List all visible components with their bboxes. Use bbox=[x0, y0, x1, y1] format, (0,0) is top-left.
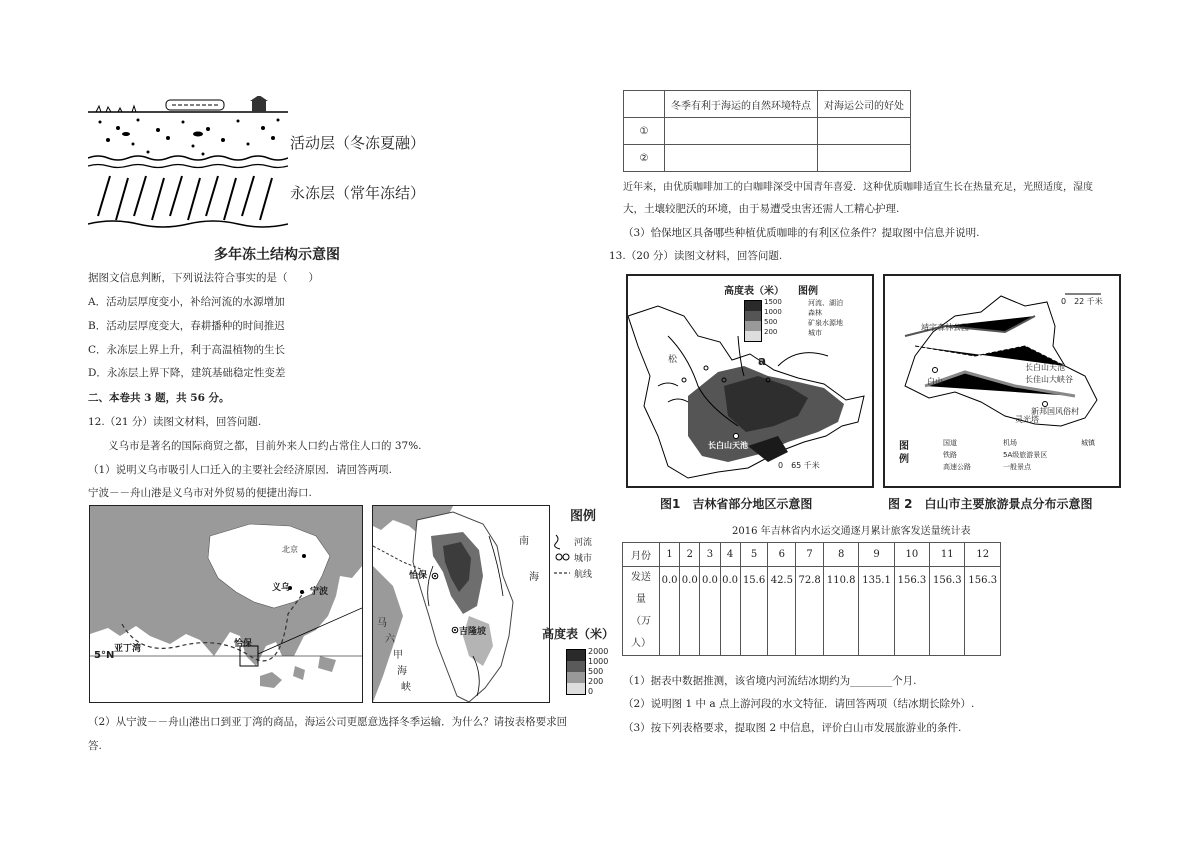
legend-river: 河流 bbox=[574, 538, 593, 548]
q11-option-c: C．永冻层上界上升，利于高温植物的生长 bbox=[88, 344, 286, 356]
elev-v1: 2000 bbox=[588, 647, 609, 656]
fig2-legend-highway: 高速公路 bbox=[943, 463, 971, 471]
asia-map bbox=[89, 505, 363, 703]
elev-title: 高度表（米） bbox=[542, 627, 615, 641]
label-ningbo: 宁波 bbox=[310, 587, 329, 597]
value-cell: 0.0 bbox=[700, 567, 720, 656]
value-cell: 42.5 bbox=[768, 567, 796, 656]
coffee-q3: （3）恰保地区具备哪些种植优质咖啡的有利区位条件？提取图中信息并说明. bbox=[623, 227, 980, 239]
shipping-table bbox=[623, 90, 911, 172]
fig1-songhua: 松 bbox=[668, 355, 678, 365]
legend-city: 城市 bbox=[574, 554, 593, 564]
passenger-table bbox=[622, 542, 1001, 656]
passenger-table-title: 2016 年吉林省内水运交通逐月累计旅客发送量统计表 bbox=[732, 526, 971, 537]
value-cell: 135.1 bbox=[859, 567, 894, 656]
strait-char: 六 bbox=[385, 634, 395, 645]
section-heading: 二、本卷共 3 题，共 56 分。 bbox=[88, 392, 230, 404]
q11-option-a: A．活动层厚度变小，补给河流的水源增加 bbox=[88, 296, 285, 308]
q13-sub1: （1）据表中数据推测，该省境内河流结冰期约为________个月. bbox=[623, 675, 917, 687]
fig1-scale: 0 65 千米 bbox=[778, 461, 820, 470]
strait-char: 峡 bbox=[401, 682, 411, 693]
value-cell: 156.3 bbox=[965, 567, 1001, 656]
elev-v2: 1000 bbox=[588, 657, 609, 666]
fig2-scale: 0 22 千米 bbox=[1061, 297, 1103, 306]
label-beijing: 北京 bbox=[282, 545, 298, 554]
value-cell: 156.3 bbox=[930, 567, 965, 656]
malay-legend-title: 图例 bbox=[570, 509, 597, 524]
strait-char: 甲 bbox=[393, 650, 403, 661]
fig2-spot-village: 新邦国风俗村 bbox=[1031, 407, 1079, 416]
label-yiwu: 义乌 bbox=[272, 583, 291, 593]
fig2-spot-tianchi: 长白山天池 bbox=[1025, 363, 1065, 372]
q12-sub1: （1）说明义乌市吸引人口迁入的主要社会经济原因．请回答两项. bbox=[88, 464, 393, 476]
fig2-lingguang: 灵光塔 bbox=[1015, 415, 1039, 424]
month-cell: 9 bbox=[859, 543, 894, 567]
label-ipoh-small: 恰保 bbox=[234, 639, 253, 649]
month-cell: 12 bbox=[965, 543, 1001, 567]
q13-sub3: （3）按下列表格要求，提取图 2 中信息，评价白山市发展旅游业的条件. bbox=[623, 722, 962, 734]
elev-scale bbox=[566, 649, 586, 695]
strait-char: 海 bbox=[397, 666, 407, 677]
permafrost-diagram bbox=[88, 96, 288, 228]
fig1-elev-v3: 500 bbox=[764, 318, 778, 326]
jilin-map bbox=[626, 274, 874, 488]
value-cell: 15.6 bbox=[740, 567, 768, 656]
month-cell: 5 bbox=[740, 543, 768, 567]
fig2-legend-town: 城镇 bbox=[1081, 439, 1095, 447]
fig2-spot-canyon: 长佳山大峡谷 bbox=[1025, 375, 1073, 384]
q13-sub2: （2）说明图 1 中 a 点上游河段的水文特征．请回答两项（结冰期长除外）. bbox=[623, 698, 975, 710]
malay-map bbox=[372, 505, 550, 703]
label-ipoh: 怡保 bbox=[409, 571, 428, 581]
fig1-legend-forest: 森林 bbox=[808, 309, 822, 317]
fig1-legend-title: 图例 bbox=[798, 286, 818, 297]
label-south: 南 bbox=[519, 536, 529, 547]
table-header bbox=[624, 91, 665, 118]
frozen-layer-label: 永冻层（常年冻结） bbox=[290, 184, 426, 202]
month-cell: 2 bbox=[680, 543, 700, 567]
fig2-spot-jingyu: 靖宇森林公园 bbox=[921, 323, 969, 332]
label-sea: 海 bbox=[529, 572, 539, 583]
fig2-legend-airport: 机场 bbox=[1003, 439, 1017, 447]
legend-route: 航线 bbox=[574, 570, 593, 580]
fig1-elev-v4: 200 bbox=[764, 328, 778, 336]
month-cell: 8 bbox=[823, 543, 858, 567]
value-cell: 0.0 bbox=[660, 567, 680, 656]
fig2-baishan: 白山 bbox=[927, 377, 943, 386]
fig2-legend-5a: 5A级旅游景区 bbox=[1003, 451, 1048, 459]
fig2-legend-road: 国道 bbox=[943, 439, 957, 447]
month-cell: 4 bbox=[720, 543, 740, 567]
value-cell: 72.8 bbox=[796, 567, 824, 656]
elev-v4: 200 bbox=[588, 677, 604, 686]
permafrost-drawing bbox=[88, 96, 288, 228]
table-row-label: ① bbox=[624, 118, 665, 145]
answer-cell bbox=[665, 145, 818, 172]
fig2-legend-spot: 一般景点 bbox=[1003, 463, 1031, 471]
table-header: 对海运公司的好处 bbox=[818, 91, 911, 118]
q12-sub2-line1: （2）从宁波－－舟山港出口到亚丁湾的商品，海运公司更愿意选择冬季运输．为什么？请按表格要求回 bbox=[88, 716, 568, 728]
month-cell: 11 bbox=[930, 543, 965, 567]
active-layer-label: 活动层（冬冻夏融） bbox=[290, 134, 426, 152]
value-cell: 0.0 bbox=[720, 567, 740, 656]
value-cell: 156.3 bbox=[894, 567, 929, 656]
label-5n: 5°N bbox=[94, 650, 115, 661]
answer-cell bbox=[818, 118, 911, 145]
fig1-legend-spring: 矿泉水源地 bbox=[808, 319, 843, 327]
month-cell: 3 bbox=[700, 543, 720, 567]
label-kuala-lumpur: 吉隆坡 bbox=[459, 627, 487, 637]
q12-sub2-line2: 答. bbox=[88, 740, 102, 752]
table-header: 冬季有利于海运的自然环境特点 bbox=[665, 91, 818, 118]
elev-v3: 500 bbox=[588, 667, 604, 676]
q11-stem: 据图文信息判断，下列说法符合事实的是（ ） bbox=[88, 272, 319, 284]
fig2-legend-title: 图例 bbox=[899, 441, 909, 465]
answer-cell bbox=[818, 145, 911, 172]
row-label: 发送 量 （万 人） bbox=[623, 567, 660, 656]
month-cell: 7 bbox=[796, 543, 824, 567]
river-icon bbox=[555, 535, 560, 549]
label-aden: 亚丁湾 bbox=[114, 644, 142, 654]
value-cell: 0.0 bbox=[680, 567, 700, 656]
fig1-elev-v1: 1500 bbox=[764, 298, 782, 306]
fig1-elev-v2: 1000 bbox=[764, 308, 782, 316]
legend-symbols bbox=[552, 531, 572, 591]
q12-intro: 义乌市是著名的国际商贸之都，目前外来人口约占常住人口的 37%. bbox=[108, 440, 422, 452]
value-cell: 110.8 bbox=[823, 567, 858, 656]
coffee-line2: 大，土壤较肥沃的环境，由于易遭受虫害还需人工精心护理. bbox=[623, 203, 900, 215]
fig1-caption: 图1 吉林省部分地区示意图 bbox=[660, 497, 813, 511]
fig1-legend-city: 城市 bbox=[808, 329, 822, 337]
fig1-point-a: a bbox=[758, 354, 767, 368]
baishan-map-drawing bbox=[885, 276, 1119, 486]
month-cell: 6 bbox=[768, 543, 796, 567]
table-header: 月份 bbox=[623, 543, 660, 567]
malay-legend bbox=[542, 505, 616, 701]
q13-header: 13.（20 分）读图文材料，回答问题. bbox=[609, 250, 783, 262]
baishan-map bbox=[883, 274, 1121, 488]
q11-option-d: D．永冻层上界下降，建筑基础稳定性变差 bbox=[88, 367, 286, 379]
elev-v5: 0 bbox=[588, 687, 594, 696]
q12-port-note: 宁波－－舟山港是义乌市对外贸易的便捷出海口. bbox=[88, 487, 312, 499]
fig2-caption: 图 2 白山市主要旅游景点分布示意图 bbox=[888, 497, 1093, 511]
fig1-elev-title: 高度表（米） bbox=[724, 286, 784, 297]
table-row-label: ② bbox=[624, 145, 665, 172]
answer-cell bbox=[665, 118, 818, 145]
coffee-line1: 近年来，由优质咖啡加工的白咖啡深受中国青年喜爱．这种优质咖啡适宜生长在热量充足，光照适度，湿度 bbox=[623, 182, 1093, 193]
permafrost-caption: 多年冻土结构示意图 bbox=[214, 247, 340, 263]
fig1-elev-scale bbox=[744, 300, 762, 342]
month-cell: 10 bbox=[894, 543, 929, 567]
fig2-legend-rail: 铁路 bbox=[943, 451, 957, 459]
city-icon bbox=[556, 554, 562, 560]
fig1-tianchi: 长白山天池 bbox=[708, 441, 748, 450]
strait-label bbox=[377, 616, 411, 696]
q11-option-b: B．活动层厚度变大，春耕播种的时间推迟 bbox=[88, 320, 285, 332]
strait-char: 马 bbox=[377, 618, 387, 629]
asia-map-drawing bbox=[90, 506, 362, 702]
q12-header: 12.（21 分）读图文材料，回答问题. bbox=[88, 416, 262, 428]
fig1-legend-river: 河流、湖泊 bbox=[808, 299, 843, 307]
month-cell: 1 bbox=[660, 543, 680, 567]
